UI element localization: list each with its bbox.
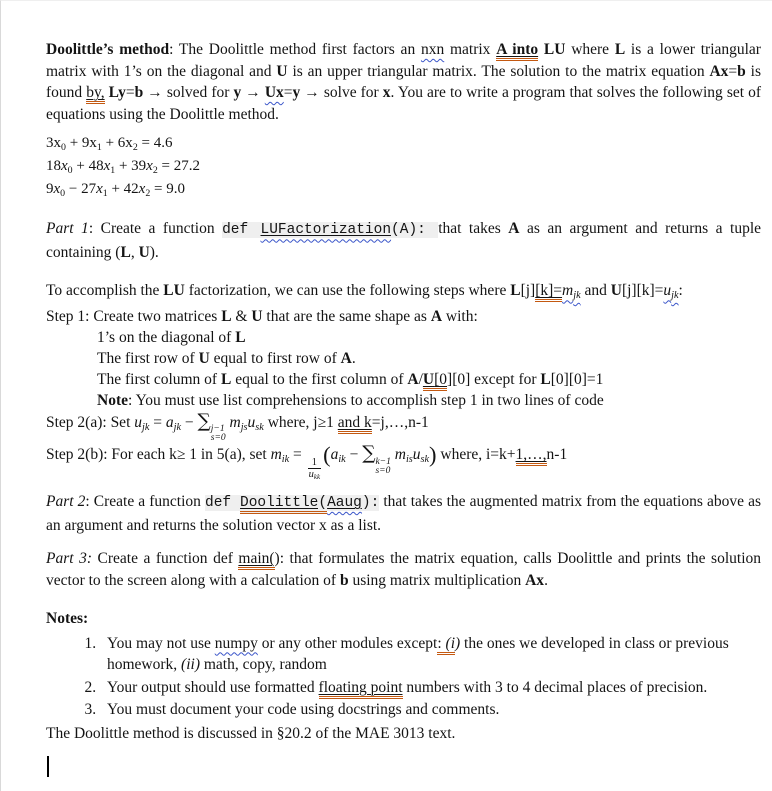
text-line — [46, 411, 761, 443]
text-run: A — [430, 308, 443, 326]
text-run: − — [345, 446, 363, 464]
text-run: 1 — [96, 141, 102, 153]
text-run: (A): — [391, 222, 439, 239]
text-run: =j,…,n-1 — [371, 414, 429, 432]
text-run: m — [270, 446, 282, 464]
text-caret[interactable] — [47, 756, 49, 777]
notes-heading — [46, 608, 761, 630]
text-run: Your output should use formatted — [107, 678, 319, 696]
text-run: L — [221, 308, 232, 326]
text-run: Doolittle — [240, 495, 318, 514]
text-run: = — [728, 62, 738, 80]
text-run: Ux — [264, 84, 284, 101]
text-run: n-1 — [546, 446, 568, 464]
text-run: 9 — [46, 180, 54, 197]
text-run: x — [61, 157, 68, 174]
text-run: jk — [173, 422, 181, 434]
text-run: Ax — [709, 62, 729, 80]
text-run: the ones we developed in class or previous homework, — [107, 634, 729, 674]
text-run: 1’s on the diagonal of — [97, 329, 236, 347]
text-run: . — [544, 571, 548, 589]
text-run: 2 — [152, 164, 158, 176]
fraction-denominator — [308, 469, 321, 483]
text-run: with: — [442, 308, 478, 326]
text-run: A — [407, 371, 419, 389]
text-run: matrix — [444, 41, 497, 58]
text-run: m — [229, 414, 241, 432]
text-run: → — [241, 84, 265, 101]
text-run: [j] — [520, 282, 536, 300]
text-run — [261, 222, 392, 238]
intro-paragraph — [46, 39, 761, 125]
text-run: A — [508, 220, 520, 238]
text-run: ][0] except for — [447, 371, 541, 389]
text-run: equal to first row of — [209, 350, 341, 368]
text-run: = 4.6 — [137, 135, 173, 151]
text-run: ): — [361, 495, 380, 512]
text-run: x — [103, 157, 111, 174]
text-run: L — [510, 282, 521, 300]
text-run: that takes — [438, 220, 509, 238]
text-line — [46, 348, 761, 369]
text-run: js — [240, 422, 248, 434]
text-run: b — [339, 571, 349, 589]
text-run: is a lower triangular matrix with 1’s on the diagonal and — [46, 41, 761, 80]
text-run: + 6x — [101, 135, 133, 151]
text-line — [46, 390, 761, 411]
text-run: by, — [86, 84, 104, 104]
sum-lower: s=0 — [210, 433, 226, 444]
text-run: a — [165, 414, 174, 432]
text-run: (ii) — [181, 656, 200, 674]
big-paren: ) — [429, 442, 437, 468]
text-run: Step 1: Create two matrices — [46, 308, 222, 326]
text-run: ) — [455, 634, 461, 652]
text-line — [46, 443, 761, 483]
note-item — [100, 699, 761, 721]
text-run: / — [418, 371, 423, 389]
text-run: u — [663, 282, 672, 300]
text-run: Part 1 — [46, 220, 89, 238]
text-run: u — [412, 446, 421, 464]
text-run: LU — [163, 282, 185, 300]
text-run: [k]= — [535, 282, 562, 302]
text-run: L — [614, 41, 626, 58]
text-run: Part 3: — [46, 550, 92, 568]
sum-upper: k−1 — [375, 456, 391, 467]
text-run: U — [610, 282, 622, 300]
text-run: = 27.2 — [157, 157, 200, 174]
text-run: numpy — [214, 634, 258, 652]
text-run: . — [351, 350, 356, 368]
text-run: main( — [238, 550, 274, 570]
text-run: Doolittle’s method — [46, 41, 170, 58]
text-line — [46, 369, 761, 390]
sum-upper: j−1 — [210, 424, 225, 435]
text-run: that takes the augmented matrix from the equations above as an argument and returns the solution vector x as a list. — [46, 493, 761, 534]
notes-list — [46, 633, 761, 721]
text-run: Note — [97, 392, 128, 410]
text-run: = — [283, 84, 293, 101]
text-run: kk — [313, 474, 321, 482]
text-run: where — [565, 41, 615, 58]
part3-paragraph — [46, 548, 761, 591]
text-run: jk — [142, 422, 150, 434]
text-run: x — [138, 180, 146, 197]
text-run: ). — [149, 243, 159, 261]
text-run: u — [247, 414, 256, 432]
text-run: factorization, we can use the following steps where — [184, 282, 511, 300]
text-run: m — [394, 446, 406, 464]
text-run: def — [222, 222, 261, 239]
text-run: 18 — [46, 157, 61, 174]
text-run: . You are to write a program that solves the following set of equations using the Doolittle method. — [46, 84, 761, 123]
text-run: is found — [46, 62, 761, 101]
text-run: ik — [281, 454, 290, 466]
lu-steps — [46, 280, 761, 483]
text-run: U — [423, 371, 434, 391]
text-run: m — [562, 282, 574, 300]
text-run: b — [737, 62, 746, 80]
text-line — [46, 306, 761, 327]
text-run: floating point — [319, 679, 403, 699]
text-run: You must document your code using docstrings and comments. — [107, 701, 500, 719]
text-run: that are the same shape as — [262, 308, 431, 326]
text-run: → solve for — [300, 84, 383, 101]
text-run: def — [205, 495, 241, 512]
text-run: using matrix multiplication — [348, 571, 526, 589]
text-run: 1 — [110, 164, 116, 176]
text-run: 1 — [102, 187, 108, 199]
text-run: Aaug — [327, 495, 362, 512]
text-run: ik — [338, 454, 346, 466]
text-run: , — [130, 243, 139, 261]
text-run: : You must use list comprehensions to accomplish step 1 in two lines of code — [128, 392, 604, 410]
text-run: jk — [671, 290, 679, 302]
sum-lower: s=0 — [375, 465, 391, 476]
text-run: numbers with 3 to 4 decimal places of precision. — [402, 678, 708, 696]
sigma-icon: ∑ — [197, 411, 211, 433]
text-run: 0 — [60, 187, 66, 199]
text-run: ): that formulates the matrix equation, calls Doolittle and prints the solution vector to the screen along with a calculation of — [46, 550, 761, 589]
text-run: Ax — [525, 571, 545, 589]
summation-symbol — [362, 443, 391, 476]
text-run: = 9.0 — [150, 180, 185, 197]
text-run: nxn — [420, 41, 445, 58]
text-run: U — [198, 350, 210, 368]
text-run: & — [231, 308, 252, 326]
text-run: ( — [318, 495, 327, 514]
text-run: The first row of — [97, 350, 199, 368]
text-run: [0][0]=1 — [550, 371, 604, 389]
text-run: a — [330, 446, 339, 464]
text-run: is an upper triangular matrix. The solution to the matrix equation — [287, 62, 710, 80]
summation-limits — [375, 458, 390, 476]
text-run: sk — [420, 454, 430, 466]
text-run: Step 2(b): For each k≥ 1 in 5(a), set — [46, 446, 271, 464]
text-run: Part 2 — [46, 493, 86, 511]
document-page[interactable] — [1, 1, 767, 777]
text-run: L — [220, 371, 232, 389]
text-run: 0 — [61, 141, 66, 153]
fraction-numerator — [308, 457, 321, 469]
text-line — [46, 134, 761, 157]
fraction — [308, 457, 321, 483]
text-run: is — [405, 454, 413, 466]
text-run: − — [181, 414, 198, 432]
text-run: 1,…, — [516, 446, 547, 466]
text-run: = — [125, 84, 135, 101]
text-run: Ly — [108, 84, 126, 101]
text-run: as an argument and returns a tuple containing ( — [46, 220, 762, 261]
text-run: + 48 — [72, 157, 104, 174]
text-run: U — [251, 308, 263, 326]
text-run: (i — [446, 635, 455, 655]
text-run: 2 — [145, 187, 151, 199]
text-run: U — [138, 243, 150, 261]
text-run: u — [134, 414, 142, 432]
text-run: : Create a function — [88, 220, 223, 238]
text-run: x — [146, 157, 153, 174]
text-run: A into — [496, 41, 538, 61]
text-run: and — [580, 282, 611, 300]
text-run: = — [289, 446, 306, 464]
reference-line — [46, 723, 761, 745]
note-item — [100, 633, 761, 676]
text-line — [46, 280, 761, 306]
text-run: 1 — [311, 457, 317, 469]
text-run: [j][k]= — [621, 282, 664, 300]
text-run: 3x — [46, 135, 61, 151]
text-run: 2 — [132, 141, 138, 153]
text-run: [0 — [434, 371, 447, 391]
text-run: b — [134, 84, 144, 101]
text-run — [327, 495, 362, 511]
text-run: x — [53, 180, 61, 197]
text-run: or any other modules except — [257, 634, 438, 652]
text-run: jk — [573, 290, 581, 302]
text-run: sk — [255, 422, 264, 434]
text-run: → solved for — [143, 84, 234, 101]
text-run: : The Doolittle method first factors an — [169, 41, 421, 58]
text-run: : Create a function — [85, 493, 206, 511]
summation-limits — [211, 425, 226, 443]
text-run: U — [276, 62, 288, 80]
text-run: + 42 — [107, 180, 139, 197]
text-run: Create a function def — [92, 550, 239, 568]
text-run: x — [96, 180, 103, 197]
text-run: x — [382, 84, 391, 101]
text-run: y — [233, 84, 242, 101]
part1-paragraph — [46, 218, 761, 263]
text-run: − 27 — [65, 180, 97, 197]
text-run: math, copy, random — [199, 656, 327, 674]
text-line — [46, 157, 761, 180]
text-run: + 9x — [65, 135, 97, 151]
text-run: LU — [543, 41, 566, 58]
text-run: where, i=k+ — [436, 446, 516, 464]
text-run: : — [678, 282, 683, 300]
text-run: equal to the first column of — [231, 371, 408, 389]
text-line — [46, 327, 761, 348]
part2-paragraph — [46, 491, 761, 536]
text-run: The first column of — [97, 371, 221, 389]
text-run: L — [540, 371, 551, 389]
text-run: The Doolittle method is discussed in §20.2 of the MAE 3013 text. — [46, 724, 456, 742]
text-run: L — [120, 243, 131, 261]
text-run: L — [235, 329, 246, 347]
text-run: You may not use — [107, 634, 215, 652]
text-run: = — [149, 414, 166, 432]
text-run: where, j≥1 — [263, 414, 338, 432]
summation-symbol — [197, 411, 226, 444]
text-run: y — [292, 84, 301, 101]
equation-system — [46, 134, 761, 202]
text-run: To accomplish the — [46, 282, 164, 300]
text-run: A — [340, 350, 352, 368]
sigma-icon: ∑ — [362, 443, 376, 465]
text-run: Step 2(a): Set — [46, 414, 135, 432]
text-run: LUFactorization — [260, 222, 392, 239]
text-run: u — [308, 469, 314, 481]
big-paren: ( — [323, 442, 331, 468]
text-run: : — [437, 635, 445, 655]
text-line — [46, 180, 761, 203]
text-run: and k — [338, 414, 372, 434]
text-run: + 39 — [115, 157, 147, 174]
text-run: 0 — [67, 164, 73, 176]
text-run: Notes: — [46, 610, 89, 628]
note-item — [100, 677, 761, 699]
